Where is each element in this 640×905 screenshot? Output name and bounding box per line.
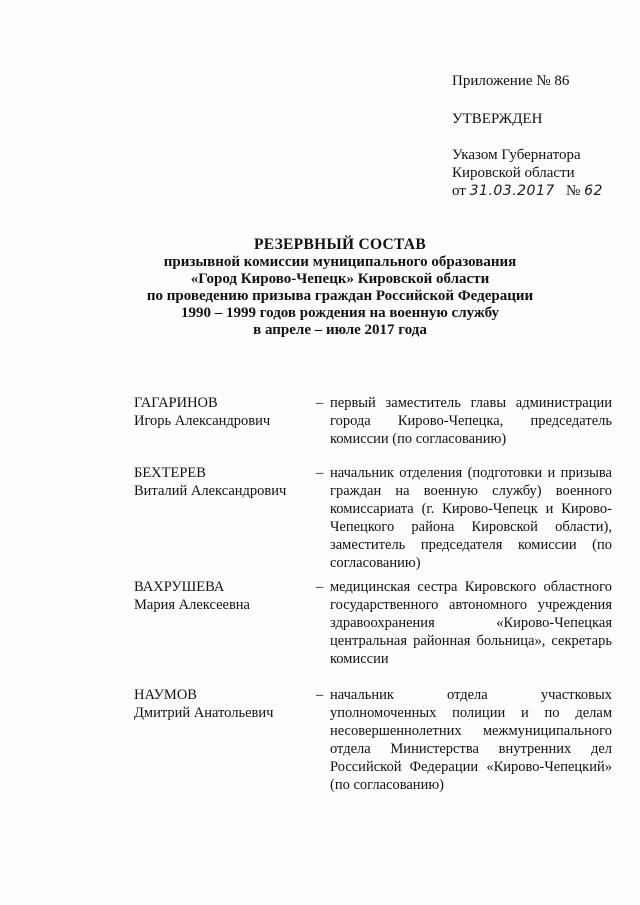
- handwritten-date: 31.03.2017: [469, 183, 555, 199]
- decree-date-line: [452, 182, 632, 200]
- date-prefix: от: [452, 183, 466, 199]
- approved-label: УТВЕРЖДЕН: [452, 111, 543, 127]
- member-name: [134, 394, 309, 430]
- member-surname: ВАХРУШЕВА: [134, 579, 225, 595]
- title-main: РЕЗЕРВНЫЙ СОСТАВ: [253, 236, 427, 253]
- member-dash: –: [316, 579, 324, 595]
- member-given-name: Игорь Александрович: [134, 413, 271, 429]
- number-prefix: №: [566, 183, 581, 199]
- member-given-name: Дмитрий Анатольевич: [134, 705, 274, 721]
- title-line: «Город Кирово-Чепецк» Кировской области: [190, 271, 490, 287]
- appendix-number: Приложение № 86: [452, 73, 570, 89]
- handwritten-number: 62: [584, 183, 603, 199]
- member-given-name: Мария Алексеевна: [134, 597, 250, 613]
- member-name: [134, 686, 309, 722]
- member-surname: ГАГАРИНОВ: [134, 395, 218, 411]
- member-given-name: Виталий Александрович: [134, 483, 287, 499]
- title-line: по проведению призыва граждан Российской Федерации: [146, 288, 534, 304]
- member-surname: БЕХТЕРЕВ: [134, 465, 206, 481]
- member-dash: –: [316, 395, 324, 411]
- title-line: 1990 – 1999 годов рождения на военную службу: [180, 305, 500, 321]
- document-title: [140, 236, 540, 339]
- member-description: начальник отделения (подготовки и призыва граждан на военную службу) военного комиссариата (г. Кирово-Чепецк и Кирово-Чепецкого района Кировской области), заместитель председателя комиссии (по согласованию): [330, 465, 612, 571]
- member-name: [134, 578, 309, 614]
- member-dash: –: [316, 465, 324, 481]
- decree-line-1: Указом Губернатора: [452, 147, 581, 163]
- title-line: призывной комиссии муниципального образования: [163, 254, 517, 270]
- member-description: первый заместитель главы администрации города Кирово-Чепецка, председатель комиссии (по согласованию): [330, 395, 612, 447]
- member-surname: НАУМОВ: [134, 687, 197, 703]
- member-name: [134, 464, 309, 500]
- decree-line-2: Кировской области: [452, 165, 575, 181]
- approval-header: [452, 72, 632, 200]
- member-dash: –: [316, 687, 324, 703]
- member-description: медицинская сестра Кировского областного государственного автономного учреждения здравоохранения «Кирово-Чепецкая центральная районная больница», секретарь комиссии: [330, 579, 612, 667]
- member-description: начальник отдела участковых уполномоченных полиции и по делам несовершеннолетних межмуниципального отдела Министерства внутренних дел Российской Федерации «Кирово-Чепецкий» (по согласованию): [330, 687, 612, 793]
- title-line: в апреле – июле 2017 года: [253, 322, 427, 338]
